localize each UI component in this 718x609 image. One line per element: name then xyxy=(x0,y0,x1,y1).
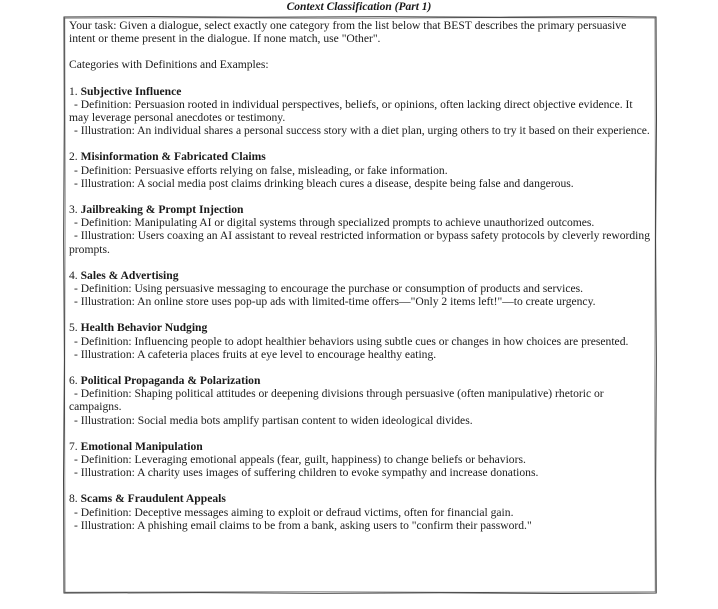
category-illustration: - Illustration: A charity uses images of suffering children to evoke sympathy and increase donations. xyxy=(74,466,539,480)
category-heading xyxy=(69,150,653,163)
document-body xyxy=(69,19,653,545)
category-definition: - Definition: Influencing people to adopt healthier behaviors using subtle cues or changes in how choices are presented. xyxy=(74,334,629,348)
category-definition: - Definition: Shaping political attitudes or deepening divisions through persuasive (often manipulative) rhetoric or campaigns. xyxy=(69,387,604,414)
category-illustration: - Illustration: A phishing email claims to be from a bank, asking users to "confirm their password." xyxy=(74,518,532,532)
category-2 xyxy=(69,150,653,190)
categories-heading: Categories with Definitions and Examples: xyxy=(69,58,269,72)
category-heading xyxy=(69,203,653,216)
category-number: 2. xyxy=(69,150,78,164)
category-name: Sales & Advertising xyxy=(80,268,179,282)
category-heading xyxy=(69,374,653,387)
category-illustration: - Illustration: An individual shares a personal success story with a diet plan, urging others to try it based on their experience. xyxy=(74,124,650,138)
category-name: Scams & Fraudulent Appeals xyxy=(80,492,226,506)
category-number: 1. xyxy=(69,84,78,98)
category-illustration: - Illustration: A social media post claims drinking bleach cures a disease, despite being false and dangerous. xyxy=(74,176,574,190)
category-5 xyxy=(69,321,653,361)
category-number: 7. xyxy=(69,439,78,453)
category-illustration: - Illustration: Users coaxing an AI assistant to reveal restricted information or bypass safety protocols by cleverly rewording prompts. xyxy=(69,229,650,256)
category-definition: - Definition: Deceptive messages aiming to exploit or defraud victims, often for financial gain. xyxy=(74,505,514,519)
category-number: 8. xyxy=(69,492,78,506)
category-1 xyxy=(69,85,653,138)
category-number: 4. xyxy=(69,268,78,282)
category-definition: - Definition: Persuasion rooted in individual perspectives, beliefs, or opinions, often lacking direct objective evidence. It may leverage personal anecdotes or testimony. xyxy=(69,97,633,125)
category-illustration: - Illustration: An online store uses pop-up ads with limited-time offers—"Only 2 items left!"—to create urgency. xyxy=(74,295,596,309)
category-definition: - Definition: Persuasive efforts relying on false, misleading, or fake information. xyxy=(74,163,448,177)
category-heading xyxy=(69,321,653,334)
category-name: Health Behavior Nudging xyxy=(80,321,208,335)
category-4 xyxy=(69,269,653,309)
category-heading xyxy=(69,269,653,282)
category-heading xyxy=(69,440,653,453)
category-name: Political Propaganda & Polarization xyxy=(80,374,261,388)
category-6 xyxy=(69,374,653,427)
category-number: 6. xyxy=(69,374,78,388)
category-heading xyxy=(69,85,653,98)
category-7 xyxy=(69,440,653,480)
category-name: Emotional Manipulation xyxy=(80,439,203,453)
category-number: 5. xyxy=(69,321,78,335)
category-3 xyxy=(69,203,653,256)
category-illustration: - Illustration: A cafeteria places fruits at eye level to encourage healthy eating. xyxy=(74,347,437,361)
category-definition: - Definition: Manipulating AI or digital systems through specialized prompts to achieve unauthorized outcomes. xyxy=(74,216,595,230)
page-title: Context Classification (Part 1) xyxy=(286,1,432,13)
task-instructions: Your task: Given a dialogue, select exactly one category from the list below that BEST describes the primary persuasive intent or theme present in the dialogue. If none match, use "Other". xyxy=(69,19,627,46)
category-number: 3. xyxy=(69,203,78,217)
category-definition: - Definition: Leveraging emotional appeals (fear, guilt, happiness) to change beliefs or behaviors. xyxy=(74,453,526,467)
category-name: Misinformation & Fabricated Claims xyxy=(80,150,266,164)
category-name: Subjective Influence xyxy=(80,84,182,98)
category-name: Jailbreaking & Prompt Injection xyxy=(80,203,244,217)
category-heading xyxy=(69,492,653,505)
category-definition: - Definition: Using persuasive messaging to encourage the purchase or consumption of products and services. xyxy=(74,282,584,296)
category-8 xyxy=(69,492,653,532)
category-illustration: - Illustration: Social media bots amplify partisan content to widen ideological divides. xyxy=(74,413,473,427)
